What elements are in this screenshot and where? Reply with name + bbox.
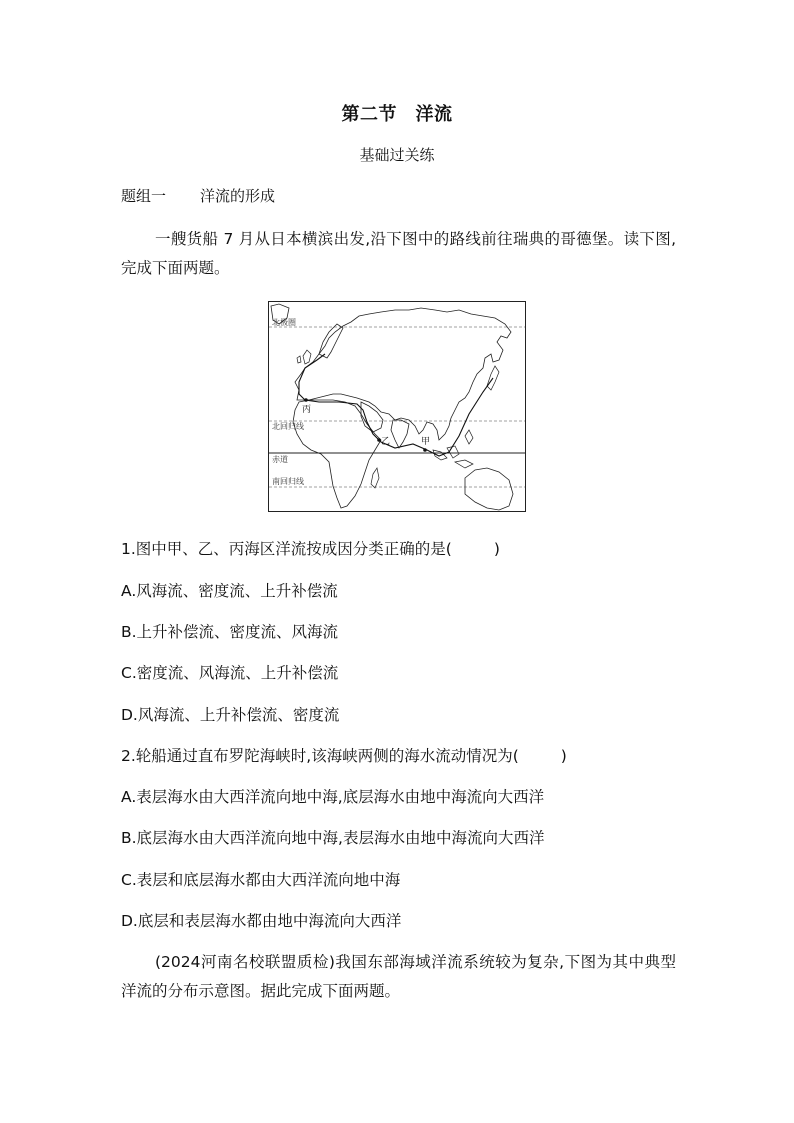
question-1-option-d: D.风海流、上升补偿流、密度流: [121, 706, 340, 724]
question-1-text: 1.图中甲、乙、丙海区洋流按成因分类正确的是(: [121, 540, 452, 558]
question-1-option-c: C.密度流、风海流、上升补偿流: [121, 664, 339, 682]
australia-landmass: [465, 468, 513, 510]
question-2-close-paren: ): [560, 747, 567, 765]
question-2-option-b: B.底层海水由大西洋流向地中海,表层海水由地中海流向大西洋: [121, 829, 545, 847]
arabian-peninsula: [361, 402, 383, 432]
point-jia-dot: [423, 448, 427, 452]
arctic-circle-label: 北极圈: [272, 318, 296, 327]
point-bing-dot: [304, 398, 308, 402]
british-isles: [297, 350, 311, 364]
question-1-stem: [121, 537, 500, 559]
africa-landmass: [293, 400, 381, 508]
section-subtitle: 基础过关练: [359, 146, 435, 164]
point-yi-label: 乙: [381, 437, 391, 447]
question-1-close-paren: ): [493, 540, 500, 558]
question-1-option-a: A.风海流、密度流、上升补偿流: [121, 582, 338, 600]
question-2-option-d: D.底层和表层海水都由地中海流向大西洋: [121, 912, 402, 930]
group-label: 题组一: [121, 187, 167, 205]
tropic-north-label: 北回归线: [272, 422, 304, 431]
question-2-option-c: C.表层和底层海水都由大西洋流向地中海: [121, 871, 401, 889]
eurasia-landmass: [295, 308, 511, 440]
group-topic: 洋流的形成: [200, 187, 276, 205]
tropic-south-label: 南回归线: [272, 477, 304, 486]
shipping-route: [299, 354, 493, 456]
route-map-svg: [269, 302, 525, 511]
route-map-figure: [268, 301, 526, 512]
question-2-option-a: A.表层海水由大西洋流向地中海,底层海水由地中海流向大西洋: [121, 788, 545, 806]
southeast-asia-islands: [433, 430, 473, 468]
section-title: 第二节 洋流: [341, 104, 453, 125]
question-2-stem: [121, 744, 567, 766]
question-2-text: 2.轮船通过直布罗陀海峡时,该海峡两侧的海水流动情况为(: [121, 747, 519, 765]
equator-label: 赤道: [272, 455, 288, 464]
indian-subcontinent: [391, 420, 409, 448]
question-1-option-b: B.上升补偿流、密度流、风海流: [121, 623, 339, 641]
point-jia-label: 甲: [421, 437, 431, 447]
madagascar: [371, 468, 379, 488]
question-group-heading: [121, 185, 275, 206]
intro-paragraph-2: (2024河南名校联盟质检)我国东部海域洋流系统较为复杂,下图为其中典型洋流的分布示意图。据此完成下面两题。: [121, 953, 676, 1000]
point-bing-label: 丙: [302, 405, 312, 415]
intro-paragraph-1: 一艘货船 7 月从日本横滨出发,沿下图中的路线前往瑞典的哥德堡。读下图,完成下面两题。: [121, 230, 676, 277]
